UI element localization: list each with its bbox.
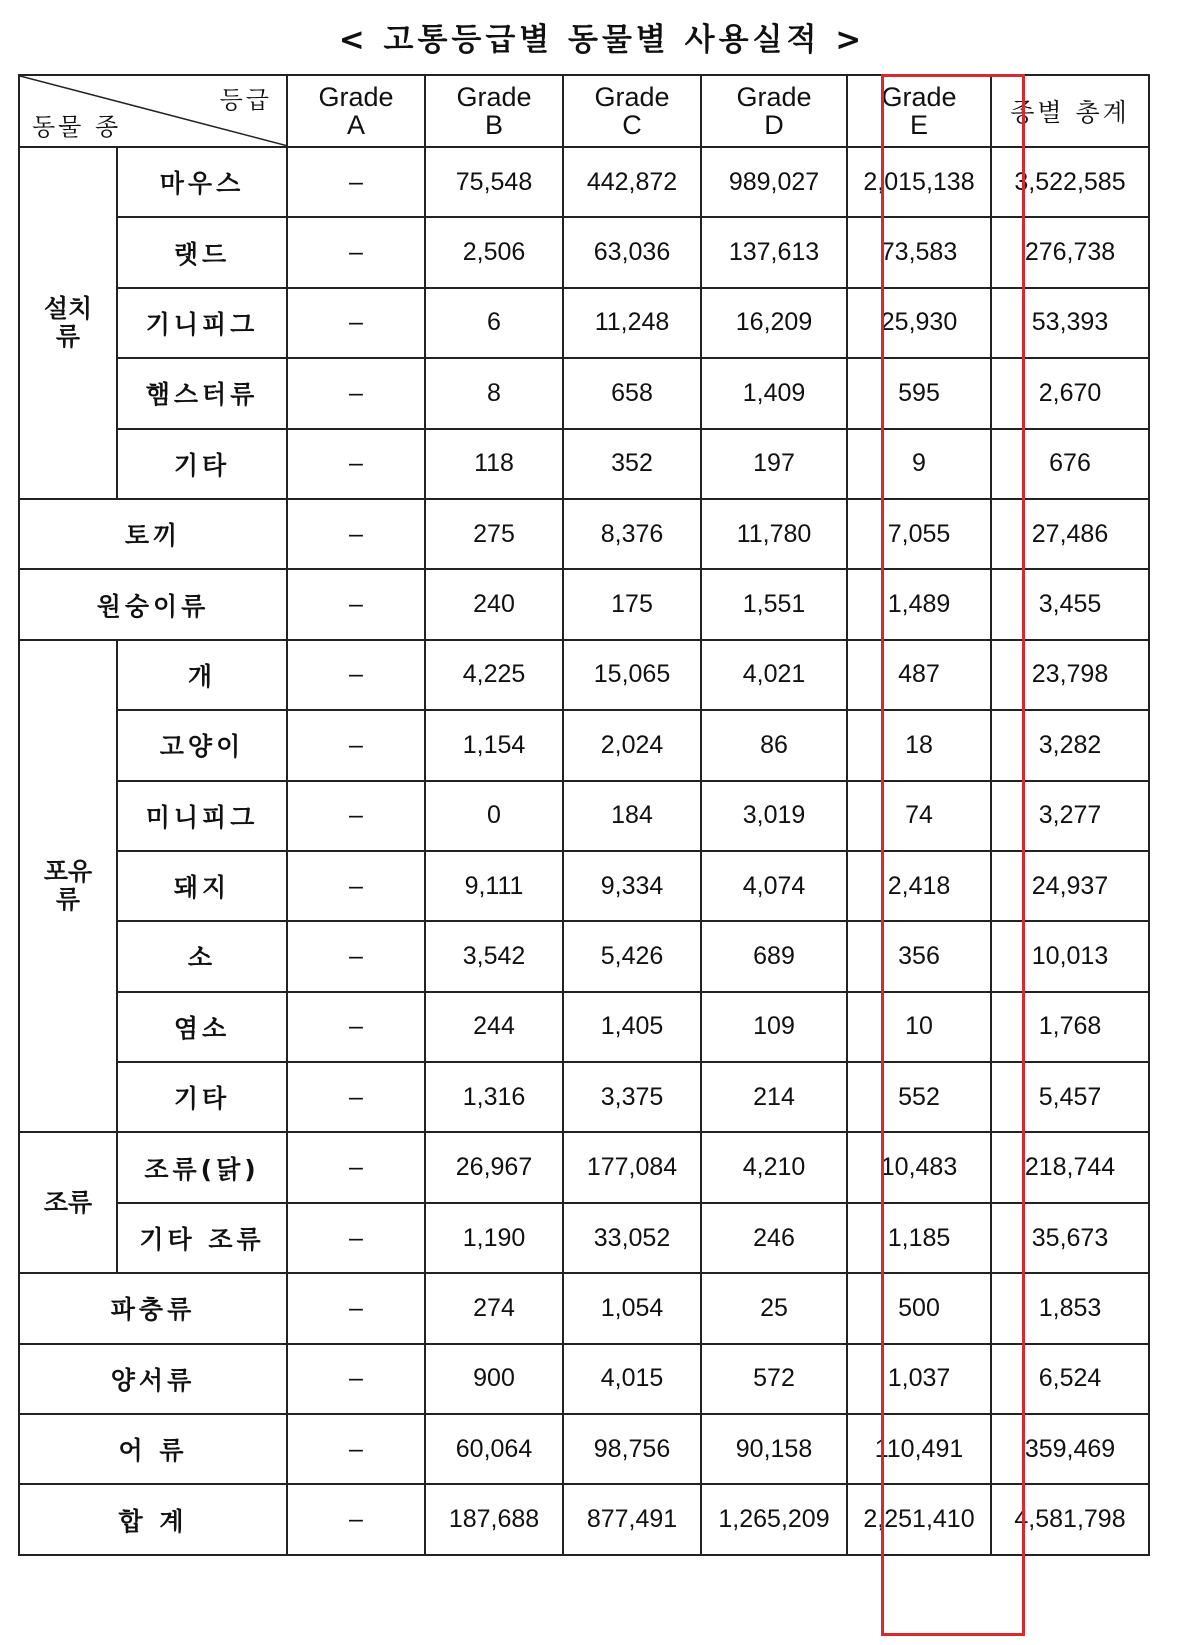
row-label: 원숭이류 (19, 569, 287, 639)
cell-grade-a: – (287, 288, 425, 358)
cell-grade-c: 33,052 (563, 1203, 701, 1273)
cell-grade-c: 63,036 (563, 217, 701, 287)
table-row (19, 1414, 1149, 1484)
header-grade-a: Grade A (287, 75, 425, 147)
cell-grade-e: 25,930 (847, 288, 991, 358)
cell-grade-b: 187,688 (425, 1484, 563, 1554)
group-bird: 조류 (19, 1132, 117, 1273)
table-row (19, 992, 1149, 1062)
row-label: 랫드 (117, 217, 287, 287)
cell-grade-a: – (287, 710, 425, 780)
table-row (19, 429, 1149, 499)
cell-grade-c: 184 (563, 781, 701, 851)
cell-grade-d: 137,613 (701, 217, 847, 287)
cell-grade-e: 73,583 (847, 217, 991, 287)
table-row (19, 1273, 1149, 1343)
page-title: < 고통등급별 동물별 사용실적 > (338, 22, 866, 58)
cell-grade-e: 487 (847, 640, 991, 710)
cell-grade-c: 177,084 (563, 1132, 701, 1202)
cell-total: 27,486 (991, 499, 1149, 569)
table-row (19, 781, 1149, 851)
cell-grade-e: 1,037 (847, 1344, 991, 1414)
row-label: 마우스 (117, 147, 287, 217)
cell-total: 23,798 (991, 640, 1149, 710)
cell-grade-b: 240 (425, 569, 563, 639)
cell-grade-b: 0 (425, 781, 563, 851)
cell-total: 35,673 (991, 1203, 1149, 1273)
cell-grade-c: 442,872 (563, 147, 701, 217)
group-label: 류 (55, 321, 81, 351)
cell-grade-d: 1,551 (701, 569, 847, 639)
cell-grade-b: 274 (425, 1273, 563, 1343)
cell-grade-a: – (287, 358, 425, 428)
row-label: 미니피그 (117, 781, 287, 851)
cell-grade-c: 1,405 (563, 992, 701, 1062)
cell-grade-e: 1,489 (847, 569, 991, 639)
table-row (19, 288, 1149, 358)
cell-grade-d: 11,780 (701, 499, 847, 569)
cell-grade-e: 500 (847, 1273, 991, 1343)
cell-grade-d: 109 (701, 992, 847, 1062)
cell-total: 24,937 (991, 851, 1149, 921)
row-label: 기타 (117, 429, 287, 499)
cell-grade-c: 98,756 (563, 1414, 701, 1484)
cell-grade-d: 86 (701, 710, 847, 780)
table-row (19, 1203, 1149, 1273)
cell-grade-c: 877,491 (563, 1484, 701, 1554)
cell-grade-b: 6 (425, 288, 563, 358)
group-label: 포유 (43, 857, 93, 887)
cell-grade-e: 2,251,410 (847, 1484, 991, 1554)
cell-grade-b: 900 (425, 1344, 563, 1414)
table-row (19, 499, 1149, 569)
usage-table (18, 74, 1150, 1556)
header-row (19, 75, 1149, 147)
cell-grade-c: 5,426 (563, 921, 701, 991)
cell-grade-a: – (287, 217, 425, 287)
cell-total: 2,670 (991, 358, 1149, 428)
cell-grade-b: 244 (425, 992, 563, 1062)
cell-total: 359,469 (991, 1414, 1149, 1484)
cell-total: 1,853 (991, 1273, 1149, 1343)
cell-grade-d: 3,019 (701, 781, 847, 851)
group-mammal (19, 640, 117, 1133)
table-row (19, 851, 1149, 921)
table-row (19, 217, 1149, 287)
cell-grade-b: 3,542 (425, 921, 563, 991)
cell-grade-e: 7,055 (847, 499, 991, 569)
cell-grade-a: – (287, 851, 425, 921)
row-label: 토끼 (19, 499, 287, 569)
cell-grade-e: 595 (847, 358, 991, 428)
cell-grade-d: 246 (701, 1203, 847, 1273)
row-label: 돼지 (117, 851, 287, 921)
header-grade-b: Grade B (425, 75, 563, 147)
cell-grade-b: 9,111 (425, 851, 563, 921)
cell-grade-b: 26,967 (425, 1132, 563, 1202)
cell-grade-c: 2,024 (563, 710, 701, 780)
cell-grade-c: 1,054 (563, 1273, 701, 1343)
header-grade-e: Grade E (847, 75, 991, 147)
table-row (19, 921, 1149, 991)
cell-grade-d: 16,209 (701, 288, 847, 358)
cell-grade-b: 4,225 (425, 640, 563, 710)
cell-grade-a: – (287, 921, 425, 991)
row-label: 고양이 (117, 710, 287, 780)
cell-grade-a: – (287, 1062, 425, 1132)
cell-grade-e: 74 (847, 781, 991, 851)
cell-grade-b: 2,506 (425, 217, 563, 287)
cell-grade-b: 1,190 (425, 1203, 563, 1273)
header-grade-c: Grade C (563, 75, 701, 147)
cell-grade-a: – (287, 1273, 425, 1343)
cell-total: 1,768 (991, 992, 1149, 1062)
cell-grade-c: 4,015 (563, 1344, 701, 1414)
table-row (19, 710, 1149, 780)
cell-grade-e: 552 (847, 1062, 991, 1132)
cell-grade-e: 2,418 (847, 851, 991, 921)
cell-grade-e: 2,015,138 (847, 147, 991, 217)
row-label: 파충류 (19, 1273, 287, 1343)
cell-total: 3,522,585 (991, 147, 1149, 217)
cell-grade-a: – (287, 429, 425, 499)
cell-total: 276,738 (991, 217, 1149, 287)
row-label: 소 (117, 921, 287, 991)
cell-grade-e: 10 (847, 992, 991, 1062)
cell-total: 10,013 (991, 921, 1149, 991)
cell-grade-d: 197 (701, 429, 847, 499)
table-row (19, 1484, 1149, 1554)
cell-grade-b: 8 (425, 358, 563, 428)
cell-total: 3,455 (991, 569, 1149, 639)
cell-grade-c: 11,248 (563, 288, 701, 358)
cell-grade-c: 658 (563, 358, 701, 428)
cell-grade-e: 10,483 (847, 1132, 991, 1202)
cell-grade-e: 356 (847, 921, 991, 991)
table-row (19, 640, 1149, 710)
table-row (19, 358, 1149, 428)
cell-total: 5,457 (991, 1062, 1149, 1132)
cell-grade-a: – (287, 499, 425, 569)
cell-total: 53,393 (991, 288, 1149, 358)
cell-grade-a: – (287, 1344, 425, 1414)
cell-grade-a: – (287, 147, 425, 217)
table-row (19, 147, 1149, 217)
row-label: 염소 (117, 992, 287, 1062)
table-row (19, 1062, 1149, 1132)
cell-grade-d: 572 (701, 1344, 847, 1414)
cell-grade-c: 15,065 (563, 640, 701, 710)
cell-grade-c: 8,376 (563, 499, 701, 569)
cell-total: 3,277 (991, 781, 1149, 851)
row-label: 조류(닭) (117, 1132, 287, 1202)
cell-grade-c: 3,375 (563, 1062, 701, 1132)
cell-grade-e: 9 (847, 429, 991, 499)
cell-grade-d: 989,027 (701, 147, 847, 217)
cell-grade-c: 175 (563, 569, 701, 639)
cell-grade-a: – (287, 992, 425, 1062)
cell-total: 676 (991, 429, 1149, 499)
table-row (19, 1132, 1149, 1202)
cell-grade-d: 689 (701, 921, 847, 991)
cell-grade-b: 1,316 (425, 1062, 563, 1132)
row-label: 양서류 (19, 1344, 287, 1414)
cell-grade-b: 118 (425, 429, 563, 499)
cell-grade-e: 1,185 (847, 1203, 991, 1273)
cell-grade-d: 4,074 (701, 851, 847, 921)
cell-total: 4,581,798 (991, 1484, 1149, 1554)
cell-grade-a: – (287, 569, 425, 639)
row-label: 어 류 (19, 1414, 287, 1484)
cell-grade-b: 1,154 (425, 710, 563, 780)
row-label: 햄스터류 (117, 358, 287, 428)
corner-top-label: 등급 (219, 86, 272, 114)
row-label: 합 계 (19, 1484, 287, 1554)
group-label: 설치 (43, 293, 93, 323)
cell-grade-b: 60,064 (425, 1414, 563, 1484)
cell-grade-a: – (287, 1203, 425, 1273)
row-label: 기니피그 (117, 288, 287, 358)
row-label: 개 (117, 640, 287, 710)
cell-grade-d: 1,409 (701, 358, 847, 428)
group-label: 류 (55, 885, 81, 915)
cell-grade-a: – (287, 1484, 425, 1554)
cell-grade-a: – (287, 1414, 425, 1484)
cell-grade-c: 352 (563, 429, 701, 499)
cell-grade-e: 110,491 (847, 1414, 991, 1484)
cell-grade-d: 214 (701, 1062, 847, 1132)
header-grade-d: Grade D (701, 75, 847, 147)
cell-grade-d: 4,021 (701, 640, 847, 710)
cell-grade-a: – (287, 1132, 425, 1202)
row-label: 기타 (117, 1062, 287, 1132)
group-rodent (19, 147, 117, 499)
corner-bottom-label: 동물 종 (32, 113, 122, 141)
cell-grade-d: 90,158 (701, 1414, 847, 1484)
cell-grade-d: 25 (701, 1273, 847, 1343)
header-total: 종별 총계 (991, 75, 1149, 147)
cell-grade-d: 1,265,209 (701, 1484, 847, 1554)
cell-grade-d: 4,210 (701, 1132, 847, 1202)
cell-grade-b: 75,548 (425, 147, 563, 217)
cell-total: 6,524 (991, 1344, 1149, 1414)
cell-grade-a: – (287, 640, 425, 710)
cell-grade-b: 275 (425, 499, 563, 569)
cell-grade-a: – (287, 781, 425, 851)
table-row (19, 1344, 1149, 1414)
table-row (19, 569, 1149, 639)
cell-grade-e: 18 (847, 710, 991, 780)
cell-total: 3,282 (991, 710, 1149, 780)
cell-total: 218,744 (991, 1132, 1149, 1202)
corner-cell (19, 75, 287, 147)
cell-grade-c: 9,334 (563, 851, 701, 921)
row-label: 기타 조류 (117, 1203, 287, 1273)
